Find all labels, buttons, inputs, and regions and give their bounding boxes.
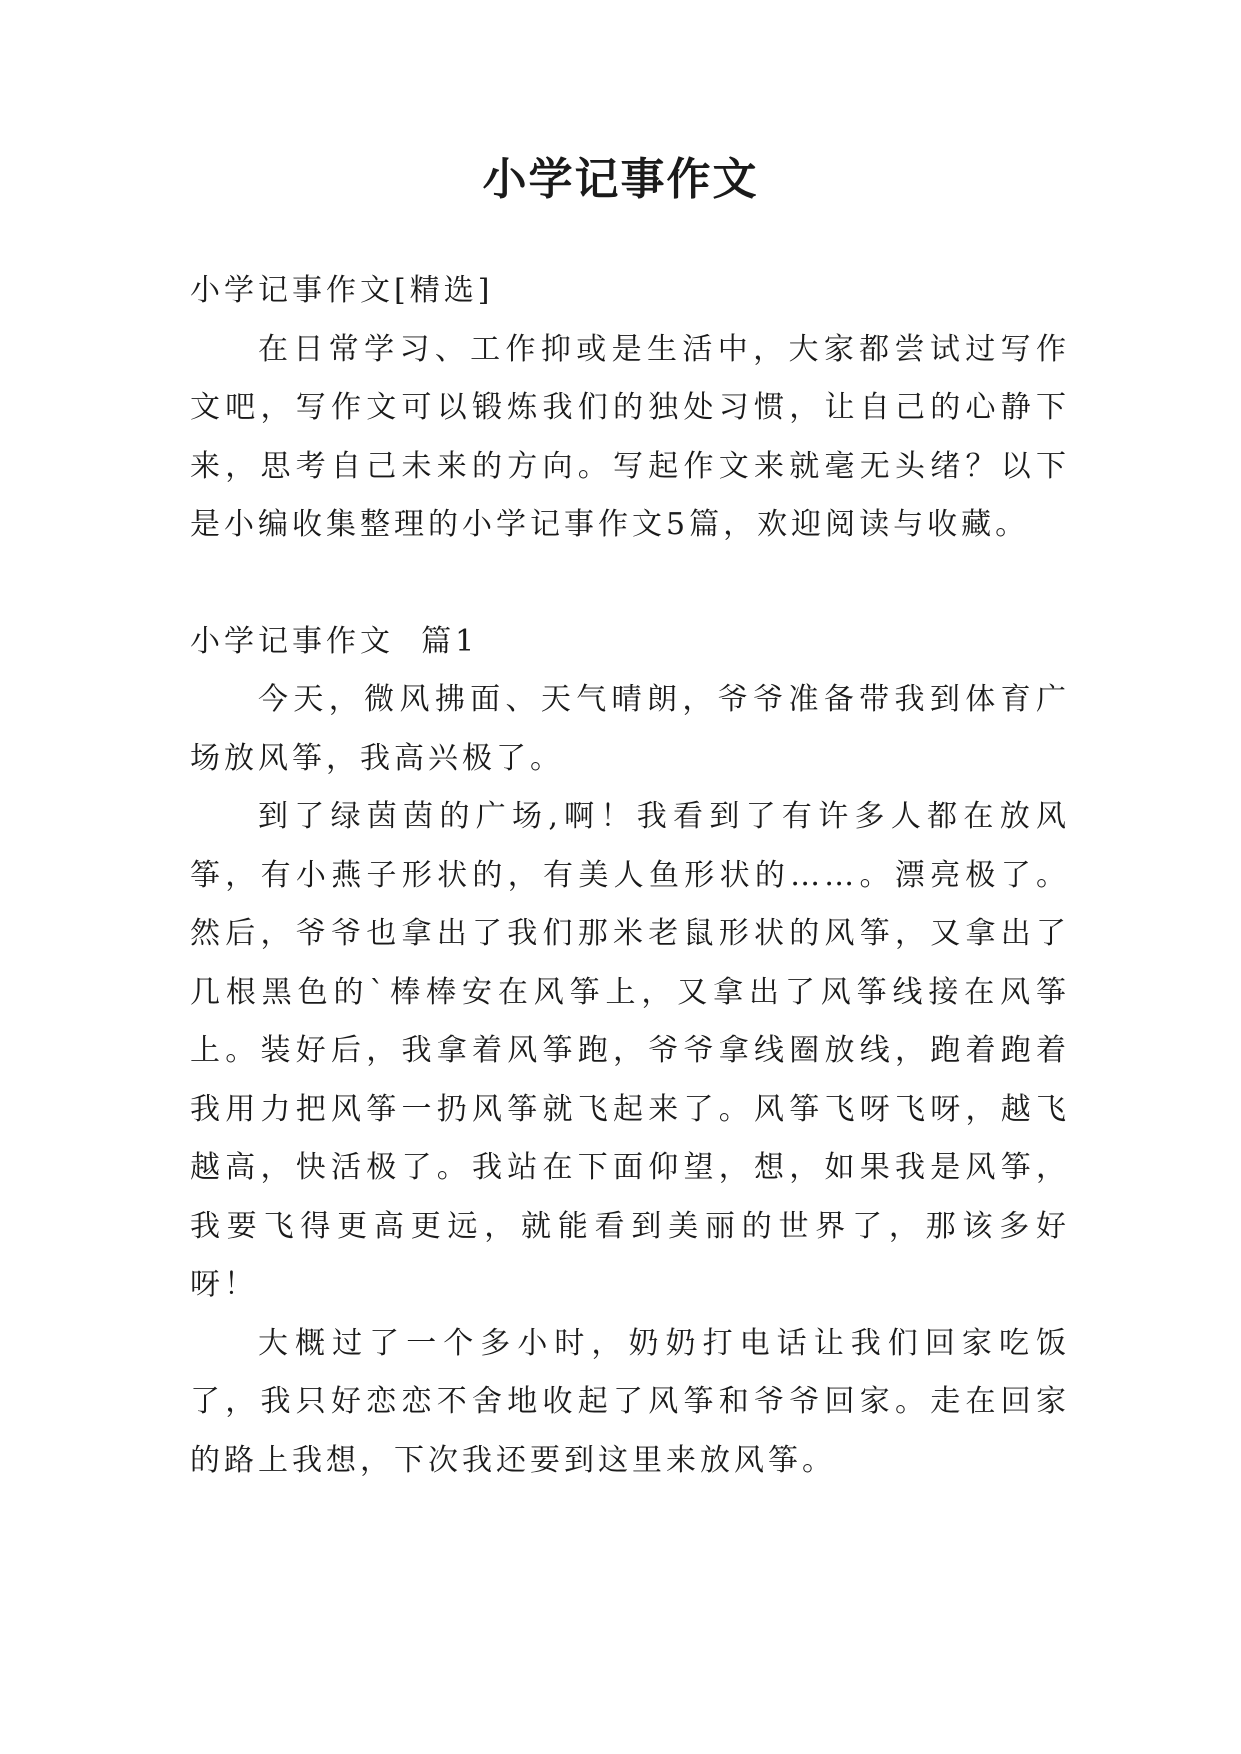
document-title: 小学记事作文 <box>482 154 759 205</box>
intro-section <box>190 262 1070 555</box>
paragraph: 在日常学习、工作抑或是生活中，大家都尝试过写作文吧，写作文可以锻炼我们的独处习惯，让自己的心静下来，思考自己未来的方向。写起作文来就毫无头绪？以下是小编收集整理的小学记事作文5篇，欢迎阅读与收藏。 <box>190 331 1070 542</box>
essay-section-1 <box>190 613 1070 1491</box>
section-spacer <box>190 555 1070 613</box>
document-body <box>190 262 1070 1490</box>
paragraph: 大概过了一个多小时，奶奶打电话让我们回家吃饭了，我只好恋恋不舍地收起了风筝和爷爷回家。走在回家的路上我想，下次我还要到这里来放风筝。 <box>190 1325 1070 1478</box>
paragraph: 到了绿茵茵的广场,啊！我看到了有许多人都在放风筝，有小燕子形状的，有美人鱼形状的……。漂亮极了。然后，爷爷也拿出了我们那米老鼠形状的风筝，又拿出了几根黑色的`棒棒安在风筝上，又拿出了风筝线接在风筝上。装好后，我拿着风筝跑，爷爷拿线圈放线，跑着跑着我用力把风筝一扔风筝就飞起来了。风筝飞呀飞呀，越飞越高，快活极了。我站在下面仰望，想，如果我是风筝，我要飞得更高更远，就能看到美丽的世界了，那该多好呀！ <box>190 799 1070 1302</box>
section-heading: 小学记事作文 篇1 <box>190 623 479 659</box>
paragraph: 今天，微风拂面、天气晴朗，爷爷准备带我到体育广场放风筝，我高兴极了。 <box>190 682 1070 776</box>
section-heading: 小学记事作文[精选] <box>190 273 494 308</box>
